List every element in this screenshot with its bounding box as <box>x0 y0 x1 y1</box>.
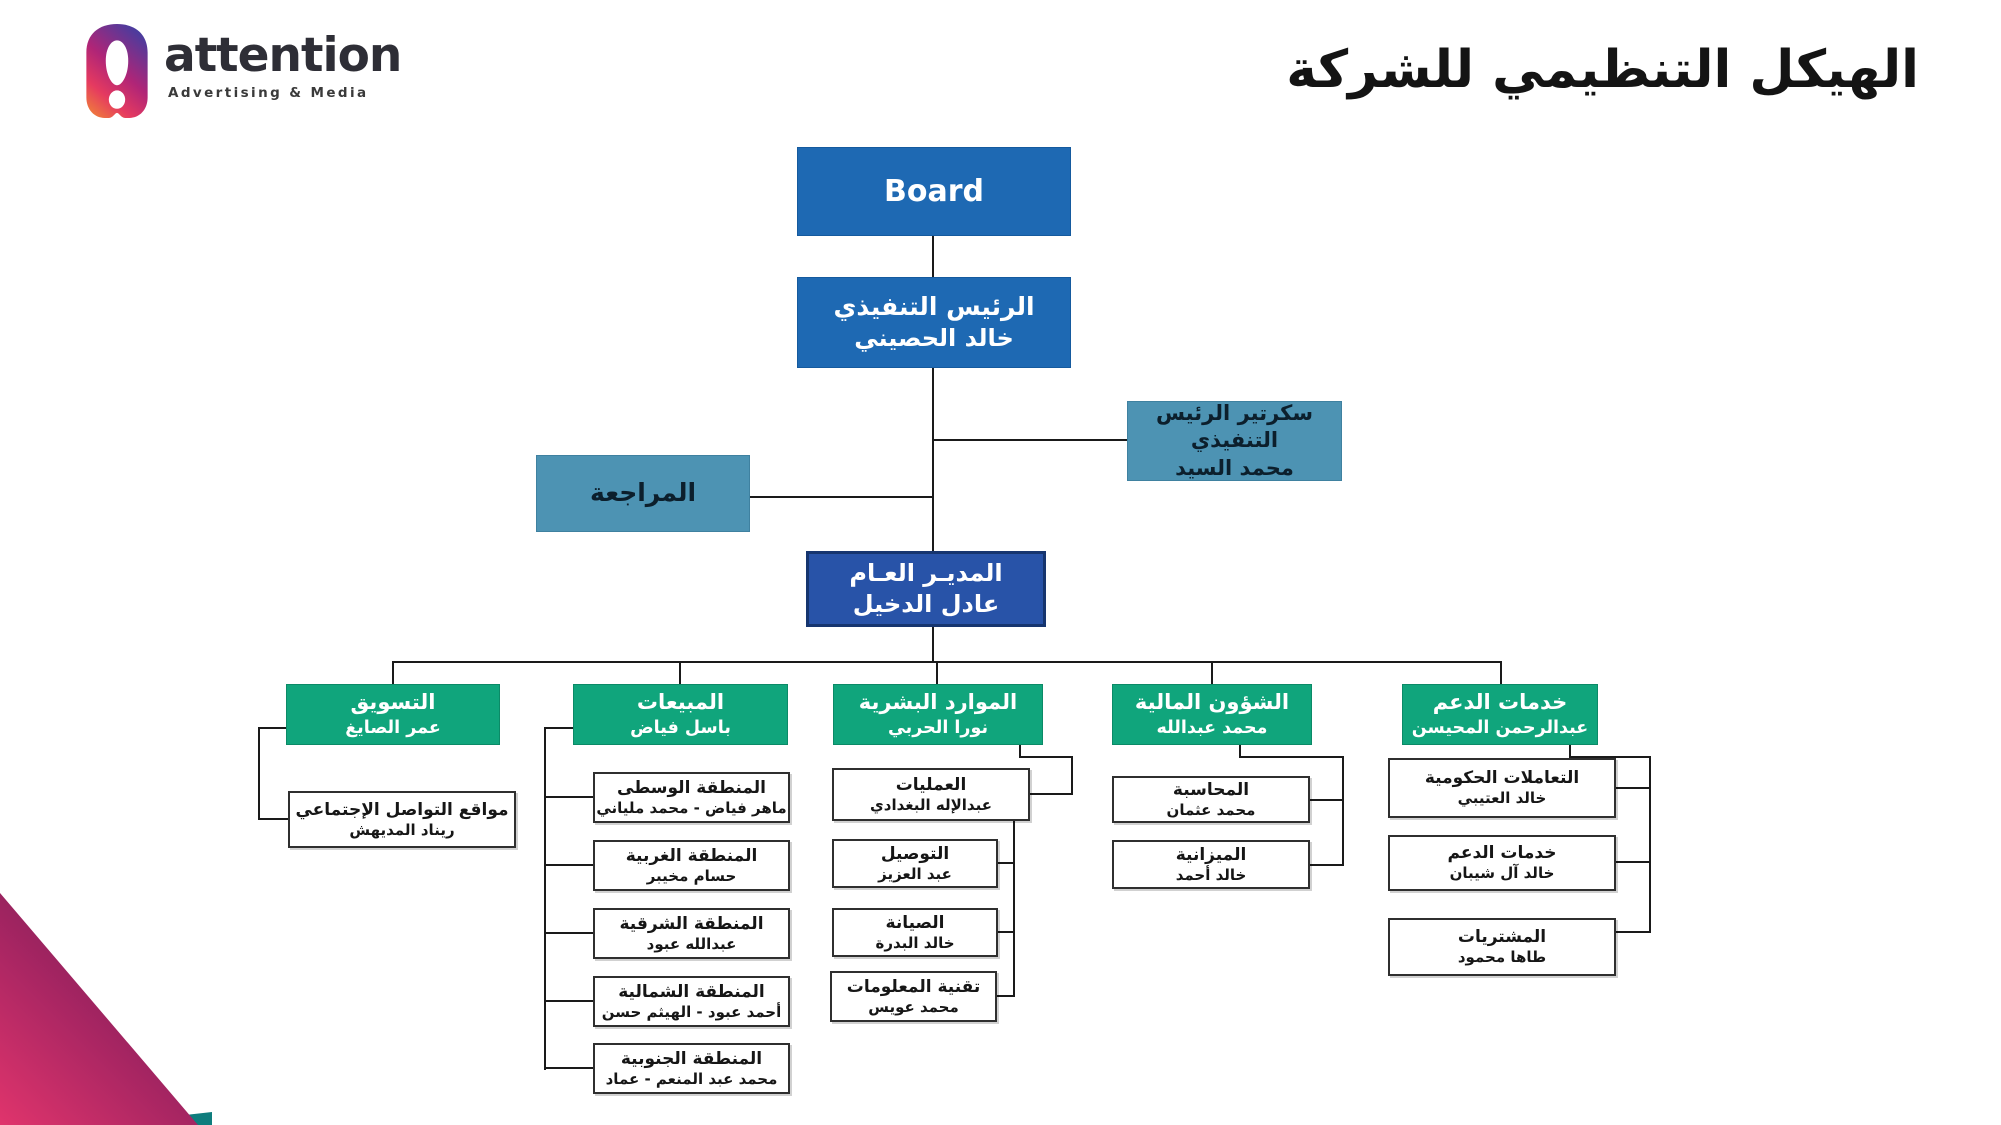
unit-person: خالد آل شيبان <box>1449 864 1555 883</box>
connector-line <box>1500 661 1502 685</box>
unit-delivery <box>832 839 998 888</box>
connector-line <box>936 661 938 685</box>
connector-line <box>1309 864 1344 866</box>
unit-person: خالد أحمد <box>1175 865 1247 884</box>
dept-person: عبدالرحمن المحيسن <box>1411 717 1589 738</box>
dept-person: نورا الحربي <box>887 717 989 738</box>
node-person: محمد السيد <box>1175 455 1294 480</box>
connector-line <box>1615 931 1651 933</box>
unit-person: محمد عبد المنعم - عماد <box>605 1069 778 1088</box>
unit-person: محمد عثمان <box>1166 800 1256 819</box>
dept-person: باسل فياض <box>630 717 731 738</box>
connector-line <box>932 439 1128 441</box>
unit-budget <box>1112 840 1310 889</box>
connector-line <box>1342 756 1344 866</box>
unit-title: المحاسبة <box>1172 779 1250 800</box>
corner-gradient-triangle <box>0 893 198 1125</box>
unit-northern-region <box>593 976 790 1027</box>
unit-social-media <box>288 791 516 848</box>
org-node-ceo <box>797 277 1071 368</box>
dept-finance <box>1112 684 1312 745</box>
unit-title: المنطقة الوسطى <box>617 777 766 798</box>
unit-person: أحمد عبود - الهيثم حسن <box>601 1002 782 1021</box>
unit-title: المنطقة الشمالية <box>618 981 765 1002</box>
unit-title: الصيانة <box>885 912 945 933</box>
unit-government-transactions <box>1388 758 1616 818</box>
unit-title: التوصيل <box>880 843 950 864</box>
brand-text <box>164 22 401 101</box>
node-title: المديـر العـام <box>849 558 1003 587</box>
connector-line <box>1649 756 1651 933</box>
connector-line <box>1615 787 1651 789</box>
unit-person: خالد البدرة <box>875 933 955 952</box>
connector-line <box>1071 756 1073 795</box>
unit-southern-region <box>593 1043 790 1094</box>
dept-marketing <box>286 684 500 745</box>
unit-person: ماهر فياض - محمد ملياني <box>596 798 787 817</box>
unit-person: خالد العتيبي <box>1457 789 1547 808</box>
org-node-board <box>797 147 1071 236</box>
unit-central-region <box>593 772 790 823</box>
connector-line <box>392 661 394 685</box>
unit-title: المنطقة الشرقية <box>619 913 764 934</box>
node-title: Board <box>884 174 984 209</box>
connector-line <box>932 368 934 552</box>
node-person: خالد الحصيني <box>854 324 1014 353</box>
connector-line <box>544 727 546 1070</box>
unit-operations <box>832 768 1030 821</box>
org-node-audit <box>536 455 750 532</box>
connector-line <box>544 1067 594 1069</box>
connector-line <box>1211 661 1213 685</box>
unit-maintenance <box>832 908 998 957</box>
dept-person: عمر الصايغ <box>345 717 441 738</box>
connector-line <box>392 661 1502 663</box>
unit-person: عبد العزيز <box>878 864 952 883</box>
brand-name: attention <box>164 28 402 83</box>
connector-line <box>544 1000 594 1002</box>
connector-line <box>1029 793 1073 795</box>
connector-line <box>679 661 681 685</box>
unit-title: المنطقة الجنوبية <box>620 1048 763 1069</box>
unit-person: ريناد المديهش <box>349 820 455 839</box>
dept-title: التسويق <box>350 690 436 715</box>
connector-line <box>258 818 289 820</box>
node-title: سكرتير الرئيس التنفيذي <box>1155 401 1314 453</box>
connector-line <box>932 236 934 278</box>
connector-line <box>1019 756 1073 758</box>
dept-title: خدمات الدعم <box>1432 690 1568 715</box>
org-node-ceo-secretary <box>1127 401 1342 481</box>
unit-person: طاها محمود <box>1457 948 1547 967</box>
connector-line <box>1615 861 1651 863</box>
dept-sales <box>573 684 788 745</box>
connector-line <box>1013 820 1015 997</box>
unit-title: الميزانية <box>1175 844 1247 865</box>
connector-line <box>544 864 594 866</box>
brand-logo <box>84 22 401 120</box>
dept-person: محمد عبدالله <box>1156 717 1268 738</box>
connector-line <box>997 862 1015 864</box>
page-title: الهيكل التنظيمي للشركة <box>1286 40 1919 100</box>
connector-line <box>258 727 260 820</box>
node-title: المراجعة <box>589 478 697 508</box>
org-node-general-manager <box>806 551 1046 627</box>
connector-line <box>749 496 933 498</box>
connector-line <box>997 931 1015 933</box>
connector-line <box>1309 799 1344 801</box>
unit-title: العمليات <box>895 774 967 795</box>
unit-person: عبدالإله البغدادي <box>870 795 992 814</box>
unit-title: التعاملات الحكومية <box>1424 768 1580 788</box>
dept-title: الشؤون المالية <box>1134 690 1290 715</box>
unit-title: تقنية المعلومات <box>846 976 981 997</box>
dept-human-resources <box>833 684 1043 745</box>
connector-line <box>932 627 934 663</box>
unit-title: المشتريات <box>1457 927 1547 947</box>
unit-western-region <box>593 840 790 891</box>
unit-title: المنطقة الغربية <box>625 845 758 866</box>
unit-title: خدمات الدعم <box>1447 843 1557 863</box>
dept-title: المبيعات <box>636 690 725 715</box>
dept-title: الموارد البشرية <box>858 690 1018 715</box>
unit-person: حسام مخيبر <box>646 866 737 885</box>
unit-purchasing <box>1388 918 1616 976</box>
connector-line <box>1239 756 1344 758</box>
unit-person: عبدالله عبود <box>646 934 737 953</box>
unit-title: مواقع التواصل الإجتماعي <box>295 799 509 820</box>
dept-support-services <box>1402 684 1598 745</box>
node-title: الرئيس التنفيذي <box>833 291 1035 321</box>
unit-person: محمد عويس <box>868 997 959 1016</box>
brand-tagline: Advertising & Media <box>168 85 369 101</box>
unit-information-technology <box>830 971 997 1022</box>
connector-line <box>544 796 594 798</box>
unit-accounting <box>1112 776 1310 823</box>
connector-line <box>544 932 594 934</box>
connector-line <box>544 727 574 729</box>
node-person: عادل الدخيل <box>852 590 1000 618</box>
connector-line <box>258 727 287 729</box>
connector-line <box>997 995 1015 997</box>
attention-exclamation-icon <box>84 22 150 120</box>
unit-eastern-region <box>593 908 790 959</box>
unit-support-services <box>1388 835 1616 891</box>
